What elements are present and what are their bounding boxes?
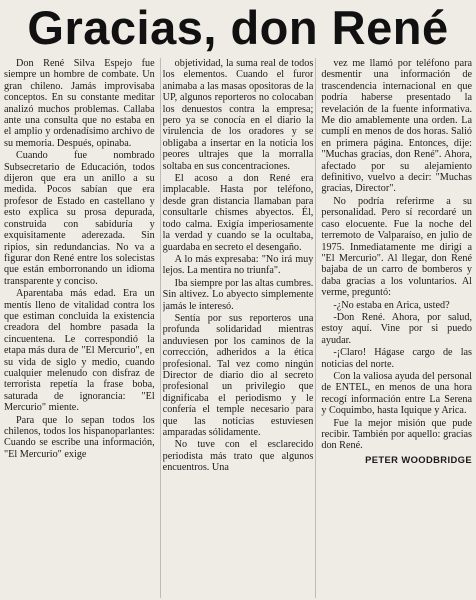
dialog-line: -¡Claro! Hágase cargo de las noticias del norte. [321,347,473,370]
paragraph: objetividad, la suma real de todos los elementos. Cuando el furor animaba a las masas opositoras de la UP, algunos reporteros no colocaban los denuestos contra la empresa; pero ya se conocía en el diario la virulencia de los oradores y se obligaba a insertar en la noticia los peores ultrajes que la morralla soltaba en sus concentraciones. [162,58,314,172]
dialog-line: -¿No estaba en Arica, usted? [333,299,450,311]
headline: Gracias, don René [27,1,449,54]
column-3 [321,58,472,600]
paragraph: Con la valiosa ayuda del personal de ENTEL, en menos de una hora recogí información entre La Serena y Coquimbo, hasta Iquique y Arica. [321,370,473,417]
paragraph: Cuando fue nombrado Subsecretario de Educación, todos dijeron que era un anillo a su medida. Pocos sabían que era profesor de Estado en castellano y esto explica su prosa depurada, construida con sabiduría y exquisitamente aderezada. Sin ripios, sin redundancias. No va a figurar don René entre los solecistas que están emborronando un idioma transparente y conciso. [4,150,155,287]
paragraph: No podría referirme a su personalidad. Pero sí recordaré un caso elocuente. Fue la noche del terremoto de Valparaíso, en julio de 1975. Inmediatamente me dirigí a "El Mercurio". Al llegar, don René bajaba de un carro de bomberos y daba gracias a los voluntarios. Al verme, preguntó: [321,195,473,299]
column-1 [4,58,155,600]
column-2 [163,58,314,600]
dialog-line: -Don René. Ahora, por salud, estoy aquí. Vine por si puedo ayudar. [321,311,473,346]
paragraph: Sentía por sus reporteros una profunda solidaridad mientras anduviesen por los caminos de la corrección, adheridos a la ética profesional. Tal vez como ningún Director de diario dio al secreto profesional un privilegio que dignificaba el periodismo y le confería el temple necesario para que las noticias estuviesen amparadas sólidamente. [162,312,314,438]
paragraph: El acoso a don René era implacable. Hasta por teléfono, desde gran distancia llamaban para consultarle chismes abyectos. Él, todo calma. Exigía imperiosamente la verdad y cuando se la ocultaba, guardaba en secreto el desengaño. [162,173,314,253]
paragraph: Aparentaba más edad. Era un mentís lleno de vitalidad contra los que estiman concluida la existencia creadora del hombre pasada la cincuentena. Le correspondió la etapa más dura de "El Mercurio", en su vida de siglo y medio, cuando cualquier melenudo con disfraz de terrorista repetía la frase boba, saturada de ignorancia: "El Mercurio" miente. [4,288,155,414]
paragraph: Fue la mejor misión que pude recibir. También por aquello: gracias don René. [321,417,473,452]
paragraph: vez me llamó por teléfono para desmentir una información de trascendencia internacional en que podría haberse presentado la revelación de la fuente informativa. Me dio amablemente una orden. La cumplí en menos de dos horas. Salió en primera página. Entonces, dije: "Muchas gracias, don René". Ahora, afectado por su alejamiento definitivo, vuelvo a decir: "Muchas gracias, Director". [321,58,473,195]
paragraph: Iba siempre por las altas cumbres. Sin altivez. Lo abyecto simplemente jamás le interesó. [162,277,314,312]
paragraph: Don René Silva Espejo fue siempre un hombre de combate. Un gran chileno. Jamás improvisaba conceptos. En su constante meditar analizó muchos problemas. Callaba ante una consulta que no estaba en el amplio y ordenadísimo archivo de su memoria. Después, opinaba. [4,58,155,149]
paragraph: No tuve con el esclarecido periodista más trato que algunos encuentros. Una [162,439,314,474]
author-byline: PETER WOODBRIDGE [365,453,473,465]
paragraph: Para que lo sepan todos los chilenos, todos los hispanoparlantes: Cuando se escribe una información, "El Mercurio" exige [4,414,155,460]
article-body [4,58,472,600]
paragraph: A lo más expresaba: "No irá muy lejos. La mentira no triunfa". [162,253,314,277]
